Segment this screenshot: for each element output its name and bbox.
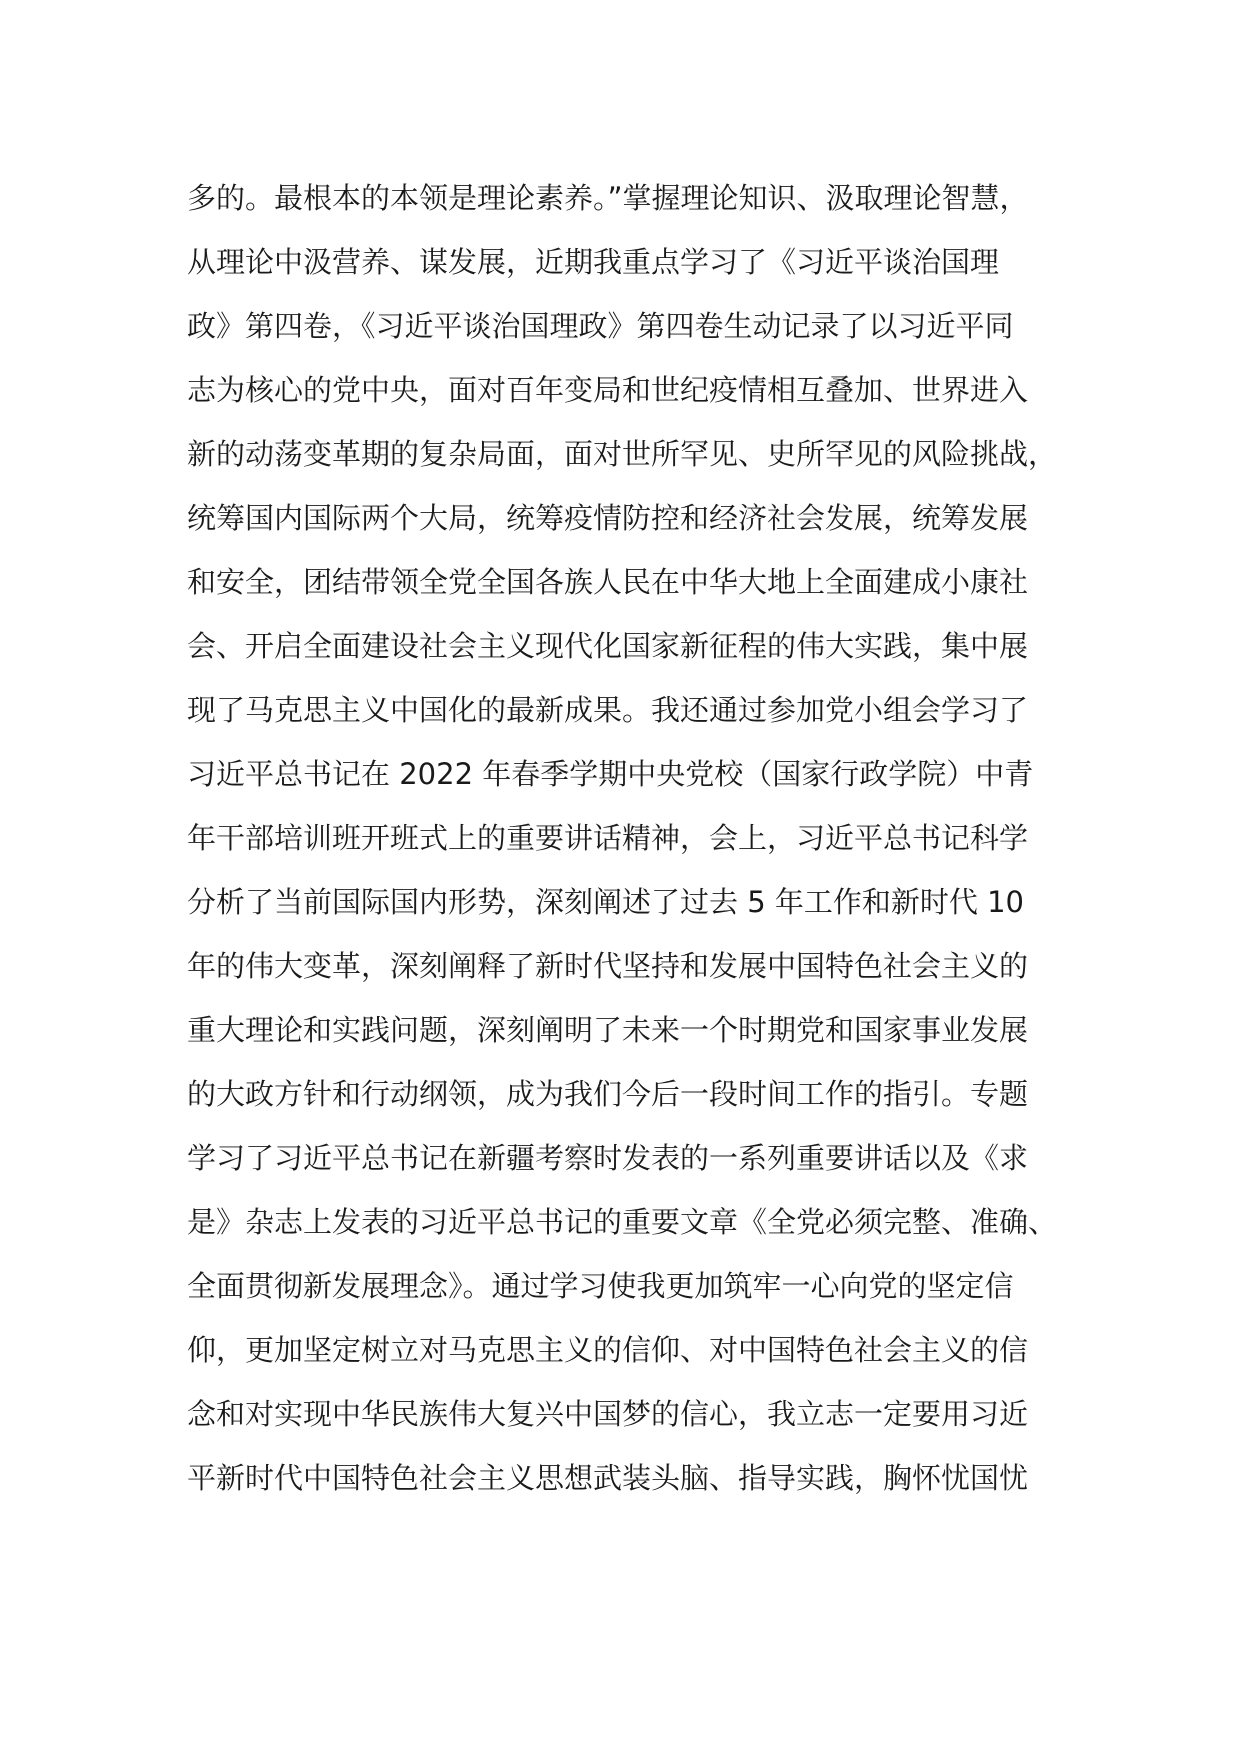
text-line: 从理论中汲营养、谋发展，近期我重点学习了《习近平谈治国理 (187, 245, 1000, 279)
body-paragraph (187, 172, 1087, 1516)
text-line: 和安全，团结带领全党全国各族人民在中华大地上全面建成小康社 (187, 565, 1029, 599)
text-line: 念和对实现中华民族伟大复兴中国梦的信心，我立志一定要用习近 (187, 1397, 1029, 1431)
text-line: 学习了习近平总书记在新疆考察时发表的一系列重要讲话以及《求 (187, 1141, 1029, 1175)
text-line: 志为核心的党中央，面对百年变局和世纪疫情相互叠加、世界进入 (187, 373, 1029, 407)
text-line: 仰，更加坚定树立对马克思主义的信仰、对中国特色社会主义的信 (187, 1333, 1029, 1367)
text-line: 重大理论和实践问题，深刻阐明了未来一个时期党和国家事业发展 (187, 1013, 1029, 1047)
text-line: 平新时代中国特色社会主义思想武装头脑、指导实践，胸怀忧国忧 (187, 1461, 1029, 1495)
text-line: 全面贯彻新发展理念》。通过学习使我更加筑牢一心向党的坚定信 (187, 1269, 1014, 1303)
text-line: 新的动荡变革期的复杂局面，面对世所罕见、史所罕见的风险挑战， (187, 437, 1058, 471)
text-line: 分析了当前国际国内形势，深刻阐述了过去 5 年工作和新时代 10 (187, 885, 1025, 919)
text-line: 年干部培训班开班式上的重要讲话精神，会上，习近平总书记科学 (187, 821, 1029, 855)
text-line: 的大政方针和行动纲领，成为我们今后一段时间工作的指引。专题 (187, 1077, 1029, 1111)
text-line: 会、开启全面建设社会主义现代化国家新征程的伟大实践，集中展 (187, 629, 1029, 663)
text-line: 是》杂志上发表的习近平总书记的重要文章《全党必须完整、准确、 (187, 1205, 1058, 1239)
text-line: 年的伟大变革，深刻阐释了新时代坚持和发展中国特色社会主义的 (187, 949, 1029, 983)
text-line: 政》第四卷，《习近平谈治国理政》第四卷生动记录了以习近平同 (187, 309, 1014, 343)
text-line: 统筹国内国际两个大局，统筹疫情防控和经济社会发展，统筹发展 (187, 501, 1029, 535)
text-line: 现了马克思主义中国化的最新成果。我还通过参加党小组会学习了 (187, 693, 1029, 727)
text-line: 习近平总书记在 2022 年春季学期中央党校（国家行政学院）中青 (187, 757, 1034, 791)
text-line: 多的。最根本的本领是理论素养。”掌握理论知识、汲取理论智慧， (187, 181, 1029, 215)
